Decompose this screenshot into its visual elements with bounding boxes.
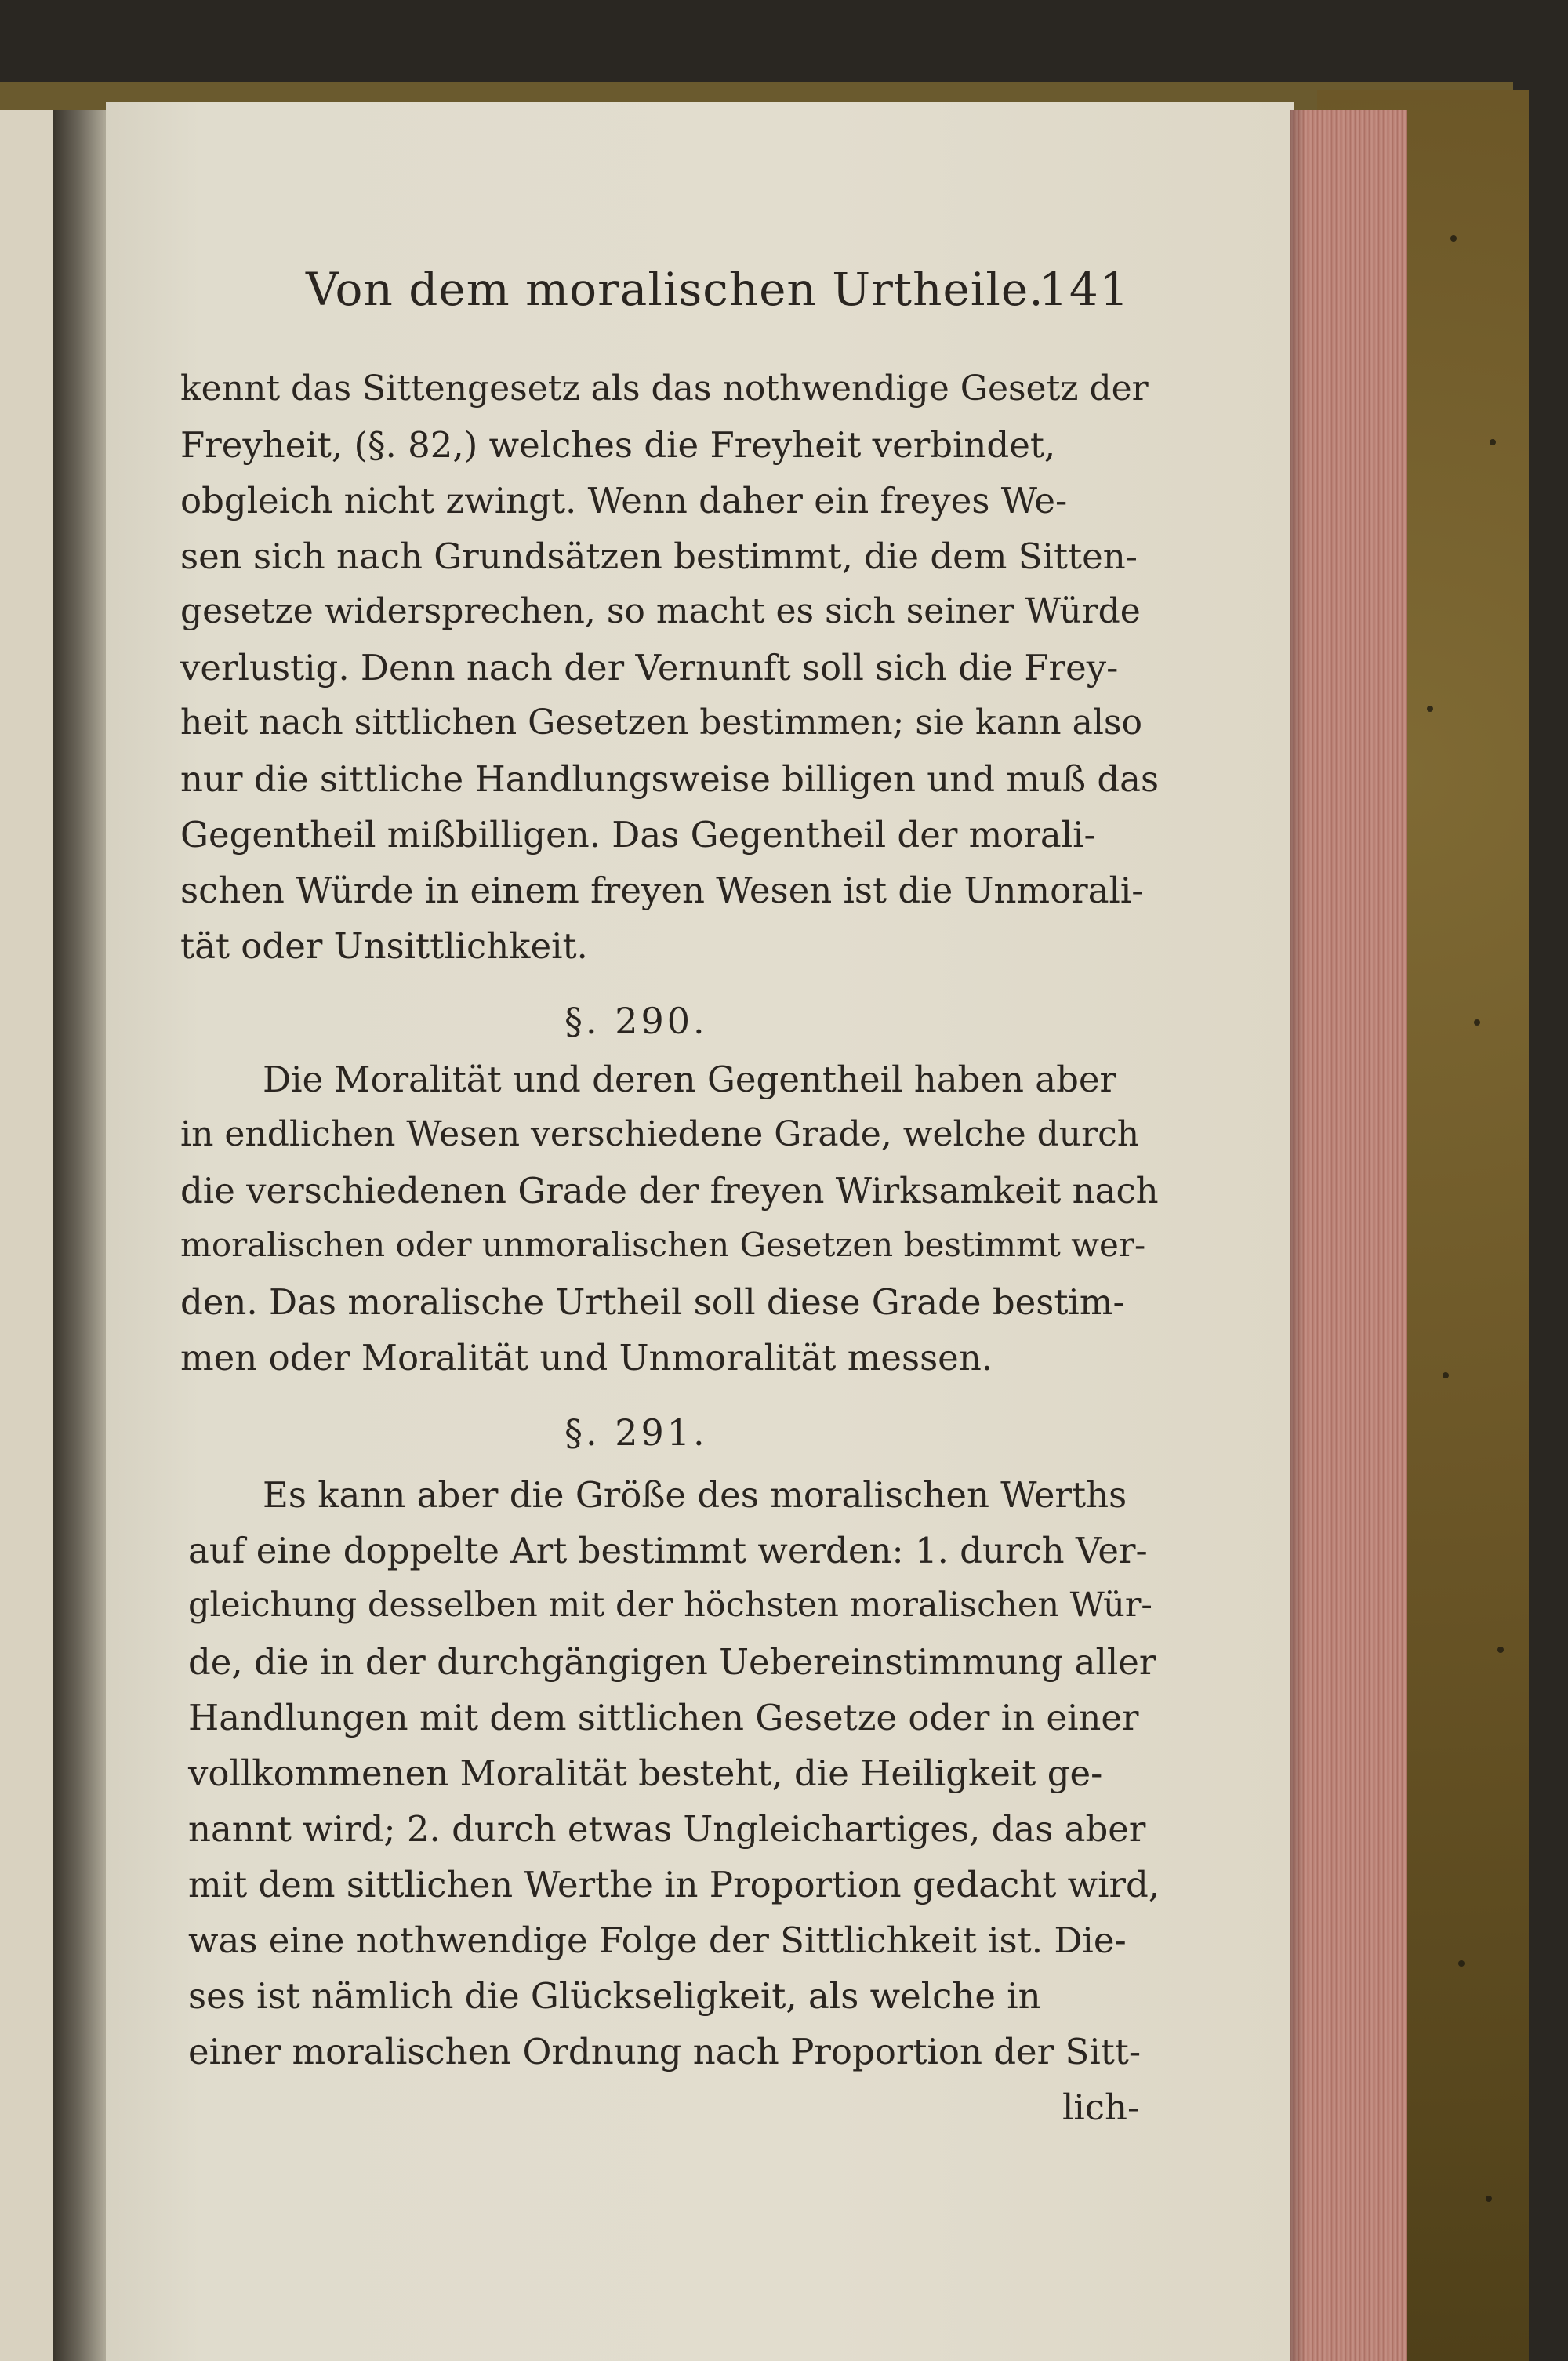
text-line: moralischen oder unmoralischen Gesetzen bestimmt wer- <box>180 1226 1146 1264</box>
cover-speckle <box>1497 1647 1504 1653</box>
cover-speckle <box>1486 2196 1492 2202</box>
running-title: Von dem moralischen Urtheile. <box>306 263 1044 316</box>
page-block-edge <box>1290 110 1407 2361</box>
text-line: den. Das moralische Urtheil soll diese Grade bestim- <box>180 1281 1125 1323</box>
section-heading-291: §. 291. <box>564 1411 708 1454</box>
text-line: Freyheit, (§. 82,) welches die Freyheit verbindet, <box>180 424 1056 466</box>
text-line: men oder Moralität und Unmoralität messen. <box>180 1337 993 1378</box>
text-line: in endlichen Wesen verschiedene Grade, welche durch <box>180 1114 1140 1154</box>
page-number: 141 <box>1039 263 1131 316</box>
cover-speckle <box>1450 235 1457 242</box>
text-line: mit dem sittlichen Werthe in Proportion gedacht wird, <box>188 1864 1160 1905</box>
left-page-sliver <box>0 110 59 2361</box>
text-line: vollkommenen Moralität besteht, die Heiligkeit ge- <box>188 1753 1103 1794</box>
text-line: Handlungen mit dem sittlichen Gesetze oder in einer <box>188 1697 1139 1738</box>
text-line: Die Moralität und deren Gegentheil haben aber <box>263 1059 1117 1100</box>
text-line: kennt das Sittengesetz als das nothwendige Gesetz der <box>180 369 1149 409</box>
text-line: nur die sittliche Handlungsweise billigen und muß das <box>180 758 1160 800</box>
cover-speckle <box>1458 1960 1465 1967</box>
catchword: lich- <box>1062 2087 1140 2128</box>
text-line: einer moralischen Ordnung nach Proportion der Sitt- <box>188 2031 1142 2072</box>
text-line: gesetze widersprechen, so macht es sich seiner Würde <box>180 591 1141 631</box>
text-line: Es kann aber die Größe des moralischen Werths <box>263 1474 1127 1516</box>
text-line: obgleich nicht zwingt. Wenn daher ein freyes We- <box>180 480 1068 521</box>
page-edge-shadow <box>1290 110 1305 2361</box>
text-line: schen Würde in einem freyen Wesen ist die Unmorali- <box>180 870 1144 911</box>
cover-speckle <box>1443 1372 1449 1378</box>
text-line: gleichung desselben mit der höchsten moralischen Wür- <box>188 1586 1152 1625</box>
text-line: tät oder Unsittlichkeit. <box>180 925 588 967</box>
cover-speckle <box>1474 1019 1480 1026</box>
text-line: verlustig. Denn nach der Vernunft soll sich die Frey- <box>180 647 1119 688</box>
section-heading-290: §. 290. <box>564 1000 708 1042</box>
text-line: Gegentheil mißbilligen. Das Gegentheil der morali- <box>180 814 1096 855</box>
cover-speckle <box>1427 706 1433 712</box>
text-line: de, die in der durchgängigen Uebereinstimmung aller <box>188 1641 1156 1683</box>
text-line: sen sich nach Grundsätzen bestimmt, die dem Sitten- <box>180 536 1138 577</box>
text-line: heit nach sittlichen Gesetzen bestimmen; sie kann also <box>180 703 1142 743</box>
text-line: die verschiedenen Grade der freyen Wirksamkeit nach <box>180 1170 1159 1211</box>
text-line: ses ist nämlich die Glückseligkeit, als welche in <box>188 1975 1041 2017</box>
text-line: was eine nothwendige Folge der Sittlichkeit ist. Die- <box>188 1920 1127 1961</box>
text-line: auf eine doppelte Art bestimmt werden: 1. durch Ver- <box>188 1530 1148 1571</box>
text-line: nannt wird; 2. durch etwas Ungleichartiges, das aber <box>188 1808 1146 1850</box>
cover-speckle <box>1490 439 1496 445</box>
